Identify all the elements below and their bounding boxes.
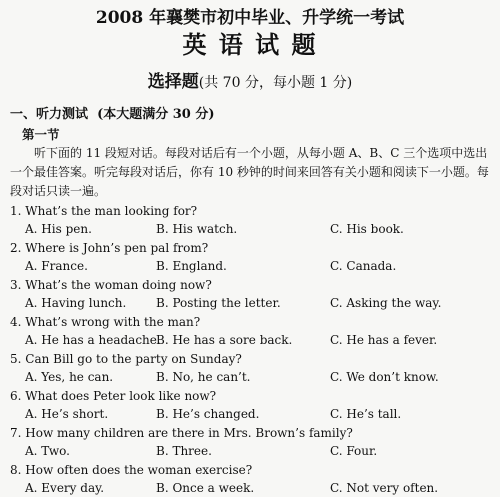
option-c: C. His book. (330, 222, 404, 237)
option-c: C. He’s tall. (330, 407, 402, 422)
option-a: A. Having lunch. (25, 296, 127, 311)
option-c: C. Four. (330, 444, 378, 459)
question-list (10, 202, 490, 497)
exam-title: 2008 年襄樊市初中毕业、升学统一考试 (95, 8, 405, 28)
answer-options (10, 220, 490, 238)
section-title: 一、听力测试 (10, 107, 89, 122)
question-stem: 8. How often does the woman exercise? (10, 463, 253, 478)
question-item (10, 424, 490, 460)
option-b: B. His watch. (156, 222, 238, 237)
option-a: A. He’s short. (25, 407, 109, 422)
question-item (10, 239, 490, 275)
question-stem: 2. Where is John’s pen pal from? (10, 241, 209, 256)
option-c: C. Not very often. (330, 481, 439, 496)
option-b: B. Posting the letter. (156, 296, 281, 311)
exam-subject: 英 语 试 题 (182, 30, 318, 59)
option-c: C. He has a fever. (330, 333, 438, 348)
question-stem: 3. What’s the woman doing now? (10, 278, 212, 293)
answer-options (10, 479, 490, 497)
answer-options (10, 442, 490, 460)
question-item (10, 461, 490, 497)
answer-options (10, 405, 490, 423)
option-a: A. Yes, he can. (25, 370, 114, 385)
question-item (10, 202, 490, 238)
option-b: B. England. (156, 259, 227, 274)
option-a: A. He has a headache. (25, 333, 161, 348)
instructions-paragraph: 听下面的 11 段短对话。每段对话后有一个小题，从每小题 A、B、C 三个选项中选出一个最佳答案。听完每段对话后，你有 10 秒钟的时间来回答有关小题和阅读下一小题。每段对话只读一遍。 (10, 146, 489, 199)
question-stem: 6. What does Peter look like now? (10, 389, 217, 404)
answer-options (10, 368, 490, 386)
question-stem: 4. What’s wrong with the man? (10, 315, 201, 330)
option-b: B. No, he can’t. (156, 370, 251, 385)
option-b: B. Once a week. (156, 481, 255, 496)
question-item (10, 276, 490, 312)
question-item (10, 350, 490, 386)
question-stem: 1. What’s the man looking for? (10, 204, 198, 219)
option-c: C. We don’t know. (330, 370, 439, 385)
option-b: B. Three. (156, 444, 212, 459)
option-a: A. France. (25, 259, 88, 274)
section-score-note: (本大题满分 30 分) (97, 107, 215, 122)
option-c: C. Canada. (330, 259, 397, 274)
section-heading (10, 107, 490, 123)
part-heading (10, 74, 490, 91)
answer-options (10, 331, 490, 349)
part-score-note: (共 70 分，每小题 1 分) (198, 75, 353, 91)
part-title: 选择题 (147, 72, 199, 92)
subsection-title: 第一节 (22, 127, 60, 143)
option-b: B. He has a sore back. (156, 333, 293, 348)
answer-options (10, 257, 490, 275)
option-a: A. Every day. (25, 481, 105, 496)
answer-options (10, 294, 490, 312)
option-a: A. Two. (25, 444, 70, 459)
option-a: A. His pen. (25, 222, 92, 237)
question-stem: 5. Can Bill go to the party on Sunday? (10, 352, 242, 367)
question-stem: 7. How many children are there in Mrs. Brown’s family? (10, 426, 353, 441)
option-b: B. He’s changed. (156, 407, 260, 422)
question-item (10, 313, 490, 349)
option-c: C. Asking the way. (330, 296, 442, 311)
question-item (10, 387, 490, 423)
